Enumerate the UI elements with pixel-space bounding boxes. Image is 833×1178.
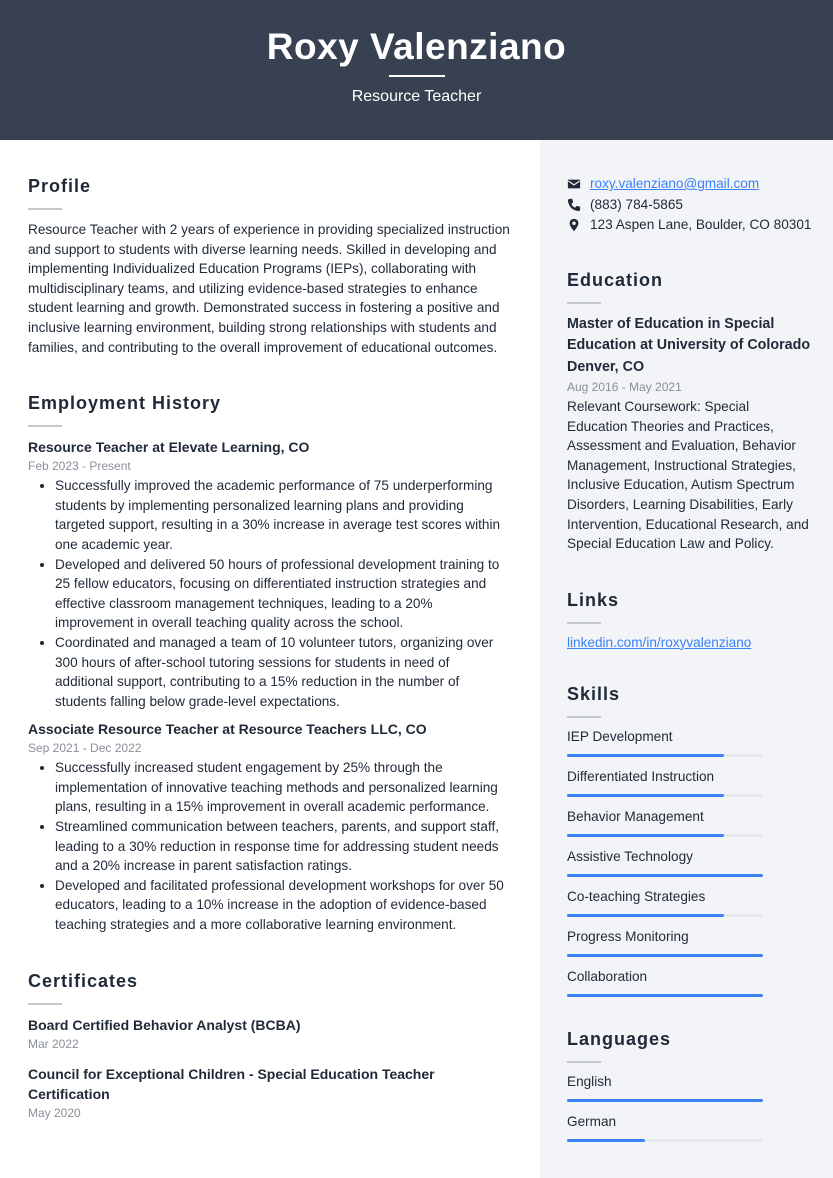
skill-name: Differentiated Instruction bbox=[567, 768, 715, 784]
certificate-date: Mar 2022 bbox=[28, 1036, 79, 1051]
job-entry bbox=[28, 719, 510, 934]
links-section bbox=[567, 590, 812, 652]
level-bar-fill bbox=[567, 754, 724, 757]
skill-item bbox=[567, 768, 812, 797]
skill-name: Co-teaching Strategies bbox=[567, 888, 706, 904]
skill-item bbox=[567, 968, 812, 997]
skill-name: Assistive Technology bbox=[567, 848, 693, 864]
job-bullet: • Coordinated and managed a team of 10 volunteer tutors, organizing over 300 hours of after-school tutoring sessions for students in need of additional support, contributing to a 15% reduction in the number of students falling below grade-level expectations. bbox=[55, 633, 510, 711]
candidate-name: Roxy Valenziano bbox=[266, 26, 567, 67]
skill-item bbox=[567, 888, 812, 917]
level-bar bbox=[567, 954, 763, 957]
level-bar bbox=[567, 994, 763, 997]
language-item bbox=[567, 1113, 812, 1142]
section-divider bbox=[567, 1061, 601, 1063]
skill-name: IEP Development bbox=[567, 728, 673, 744]
skill-name: Collaboration bbox=[567, 968, 648, 984]
job-bullet: • Streamlined communication between teachers, parents, and support staff, leading to a 30% reduction in response time for addressing student needs and a 20% increase in parent satisfaction ratings. bbox=[55, 817, 510, 876]
education-description: Relevant Coursework: Special Education Theories and Practices, Assessment and Evaluation, Behavior Management, Instructional Strategies, Inclusive Education, Autism Spectrum Disorders, Learning Disabilities, Early Intervention, Educational Research, and Special Education Law and Policy. bbox=[567, 399, 809, 552]
level-bar bbox=[567, 754, 763, 757]
phone-icon bbox=[567, 198, 581, 212]
linkedin-link[interactable]: linkedin.com/in/roxyvalenziano bbox=[567, 634, 752, 650]
job-title: Resource Teacher bbox=[351, 88, 482, 105]
certificates-section bbox=[28, 971, 510, 1123]
section-divider bbox=[28, 425, 62, 427]
language-name: German bbox=[567, 1113, 617, 1129]
section-heading: Links bbox=[567, 589, 620, 610]
section-divider bbox=[28, 208, 62, 210]
language-name: English bbox=[567, 1073, 612, 1089]
email-link[interactable]: roxy.valenziano@gmail.com bbox=[590, 176, 760, 191]
resume-header bbox=[0, 0, 833, 140]
language-item bbox=[567, 1073, 812, 1102]
education-date: Aug 2016 - May 2021 bbox=[567, 380, 682, 394]
job-bullet: • Developed and delivered 50 hours of professional development training to 25 fellow educators, focusing on differentiated instruction strategies and effective classroom management techniques, leading to a 20% improvement in overall teaching quality across the school. bbox=[55, 555, 510, 633]
level-bar-fill bbox=[567, 954, 763, 957]
section-heading: Employment History bbox=[28, 393, 222, 414]
profile-text: Resource Teacher with 2 years of experience in providing specialized instruction and support to students with diverse learning needs. Skilled in developing and implementing Individualized Education Programs (IEPs), collaborating with multidisciplinary teams, and utilizing evidence-based strategies to enhance student learning and growth. Demonstrated success in fostering a positive and inclusive learning environment, building strong relationships with students and families, and contributing to the overall improvement of educational outcomes. bbox=[28, 222, 510, 355]
languages-section bbox=[567, 1029, 812, 1142]
section-heading: Education bbox=[567, 269, 664, 290]
skill-item bbox=[567, 728, 812, 757]
skill-item bbox=[567, 848, 812, 877]
certificate-title: Council for Exceptional Children - Special Education Teacher Certification bbox=[28, 1065, 435, 1102]
level-bar-fill bbox=[567, 1139, 645, 1142]
map-pin-icon bbox=[567, 218, 581, 232]
job-date: Feb 2023 - Present bbox=[28, 459, 131, 474]
section-heading: Languages bbox=[567, 1028, 672, 1049]
level-bar-fill bbox=[567, 874, 763, 877]
section-divider bbox=[28, 1003, 62, 1005]
address: 123 Aspen Lane, Boulder, CO 80301 bbox=[590, 217, 812, 232]
job-date: Sep 2021 - Dec 2022 bbox=[28, 741, 142, 756]
sidebar bbox=[540, 140, 833, 1178]
level-bar-fill bbox=[567, 1099, 763, 1102]
job-bullet: • Successfully improved the academic performance of 75 underperforming students by implementing personalized learning plans and providing targeted support, resulting in a 30% increase in average test scores within one academic year. bbox=[55, 476, 510, 554]
job-entry bbox=[28, 437, 510, 711]
job-title: Associate Resource Teacher at Resource Teachers LLC, CO bbox=[28, 721, 427, 738]
level-bar bbox=[567, 1099, 763, 1102]
job-bullet: • Successfully increased student engagement by 25% through the implementation of innovative teaching methods and personalized learning plans, resulting in a 15% improvement in overall academic performance. bbox=[55, 758, 510, 817]
level-bar bbox=[567, 834, 763, 837]
header-divider bbox=[389, 75, 445, 77]
level-bar-fill bbox=[567, 994, 763, 997]
section-divider bbox=[567, 302, 601, 304]
skill-name: Behavior Management bbox=[567, 808, 704, 824]
section-heading: Certificates bbox=[28, 970, 139, 991]
section-heading: Skills bbox=[567, 683, 621, 704]
level-bar bbox=[567, 874, 763, 877]
level-bar-fill bbox=[567, 794, 724, 797]
degree-title: Master of Education in Special Education at University of Colorado Denver, CO bbox=[567, 315, 811, 375]
contact-phone bbox=[567, 195, 812, 216]
main-column bbox=[28, 176, 510, 1149]
job-title: Resource Teacher at Elevate Learning, CO bbox=[28, 439, 310, 456]
skill-item bbox=[567, 928, 812, 957]
skill-item bbox=[567, 808, 812, 837]
level-bar-fill bbox=[567, 834, 724, 837]
profile-section bbox=[28, 176, 510, 357]
education-section bbox=[567, 270, 812, 554]
level-bar-fill bbox=[567, 914, 724, 917]
skills-section bbox=[567, 684, 812, 997]
job-bullet: • Developed and facilitated professional development workshops for over 50 educators, leading to a 10% increase in the adoption of evidence-based teaching strategies and a more collaborative learning environment. bbox=[55, 876, 510, 935]
section-heading: Profile bbox=[28, 176, 92, 196]
employment-section bbox=[28, 393, 510, 934]
certificate-date: May 2020 bbox=[28, 1105, 81, 1120]
envelope-icon bbox=[567, 177, 581, 191]
phone-number: (883) 784-5865 bbox=[590, 196, 683, 212]
level-bar bbox=[567, 914, 763, 917]
contact-address bbox=[567, 215, 812, 236]
certificate-title: Board Certified Behavior Analyst (BCBA) bbox=[28, 1016, 301, 1033]
section-divider bbox=[567, 622, 601, 624]
contact-email bbox=[567, 174, 812, 195]
section-divider bbox=[567, 716, 601, 718]
level-bar bbox=[567, 1139, 763, 1142]
level-bar bbox=[567, 794, 763, 797]
skill-name: Progress Monitoring bbox=[567, 928, 689, 944]
